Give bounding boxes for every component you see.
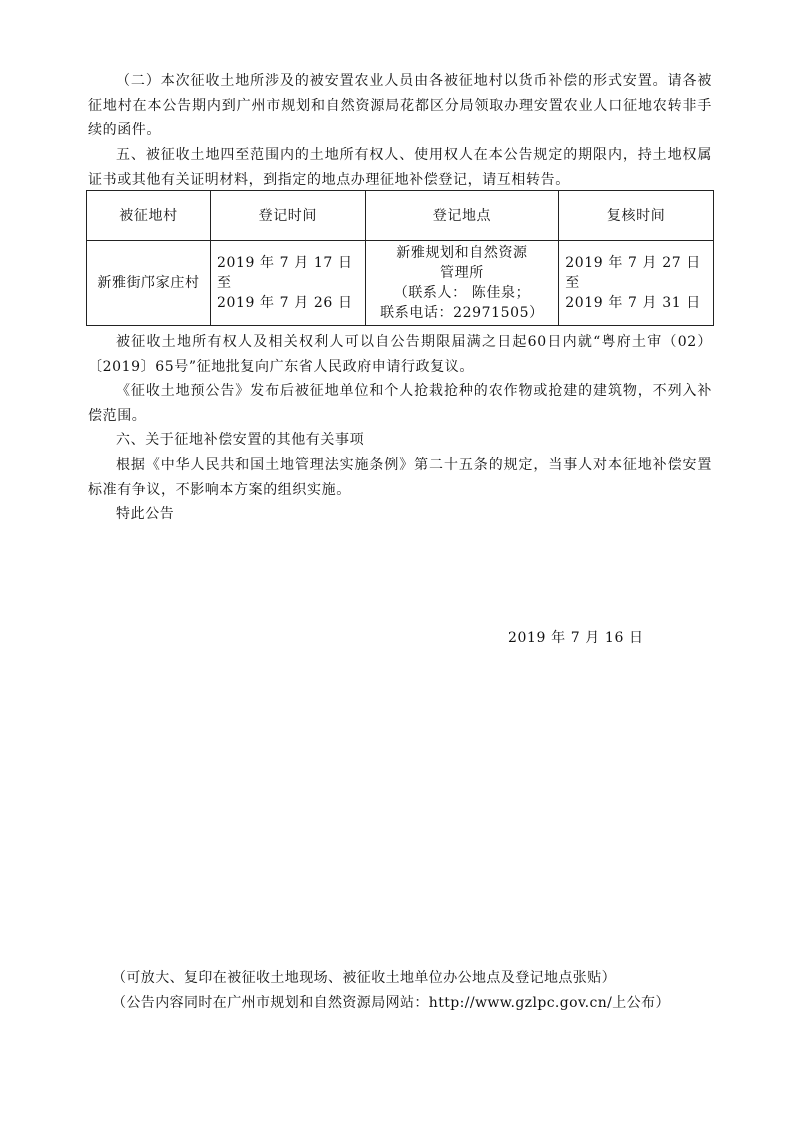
registration-table xyxy=(86,190,714,326)
footer-website-note: （公告内容同时在广州市规划和自然资源局网站：http://www.gzlpc.gov.cn/上公布） xyxy=(112,995,670,1011)
paragraph-resettlement: （二）本次征收土地所涉及的被安置农业人员由各被征地村以货币补偿的形式安置。请各被征地村在本公告期内到广州市规划和自然资源局花都区分局领取办理安置农业人口征地农转非手续的函件。 xyxy=(88,73,712,138)
cell-village: 新雅街邝家庄村 xyxy=(87,241,211,326)
cell-review-time xyxy=(559,241,714,326)
paragraph-regulation: 根据《中华人民共和国土地管理法实施条例》第二十五条的规定，当事人对本征地补偿安置标准有争议，不影响本方案的组织实施。 xyxy=(88,457,712,498)
location-office-line2: 管理所 xyxy=(440,265,484,281)
table-row xyxy=(87,241,714,326)
paragraph-reconsideration: 被征收土地所有权人及相关权利人可以自公告期限届满之日起60日内就“粤府土审（02）〔2019〕65号”征地批复向广东省人民政府申请行政复议。 xyxy=(88,334,712,375)
location-office-line1: 新雅规划和自然资源 xyxy=(396,245,528,261)
header-village: 被征地村 xyxy=(87,191,211,241)
table-header-row xyxy=(87,191,714,241)
header-registration-location: 登记地点 xyxy=(365,191,559,241)
cell-registration-location xyxy=(365,241,559,326)
footer-posting-note: （可放大、复印在被征收土地现场、被征收土地单位办公地点及登记地点张贴） xyxy=(112,970,616,986)
header-registration-time: 登记时间 xyxy=(210,191,365,241)
location-contact-phone: 联系电话：22971505） xyxy=(380,305,544,321)
review-time-end: 2019 年 7 月 31 日 xyxy=(565,295,701,311)
paragraph-preannouncement: 《征收土地预公告》发布后被征地单位和个人抢栽抢种的农作物或抢建的建筑物，不列入补偿范围。 xyxy=(88,383,712,424)
closing-phrase: 特此公告 xyxy=(116,506,175,522)
paragraph-registration: 五、被征收土地四至范围内的土地所有权人、使用权人在本公告规定的期限内，持土地权属证书或其他有关证明材料，到指定的地点办理征地补偿登记，请互相转告。 xyxy=(88,147,712,188)
cell-registration-time xyxy=(210,241,365,326)
registration-time-start: 2019 年 7 月 17 日至 xyxy=(216,255,353,291)
notice-date: 2019 年 7 月 16 日 xyxy=(508,630,644,646)
header-review-time: 复核时间 xyxy=(559,191,714,241)
review-time-start: 2019 年 7 月 27 日至 xyxy=(565,255,701,291)
registration-time-end: 2019 年 7 月 26 日 xyxy=(216,295,353,311)
section-heading-other-matters: 六、关于征地补偿安置的其他有关事项 xyxy=(116,432,365,448)
location-contact-person: （联系人： 陈佳泉； xyxy=(393,285,531,301)
